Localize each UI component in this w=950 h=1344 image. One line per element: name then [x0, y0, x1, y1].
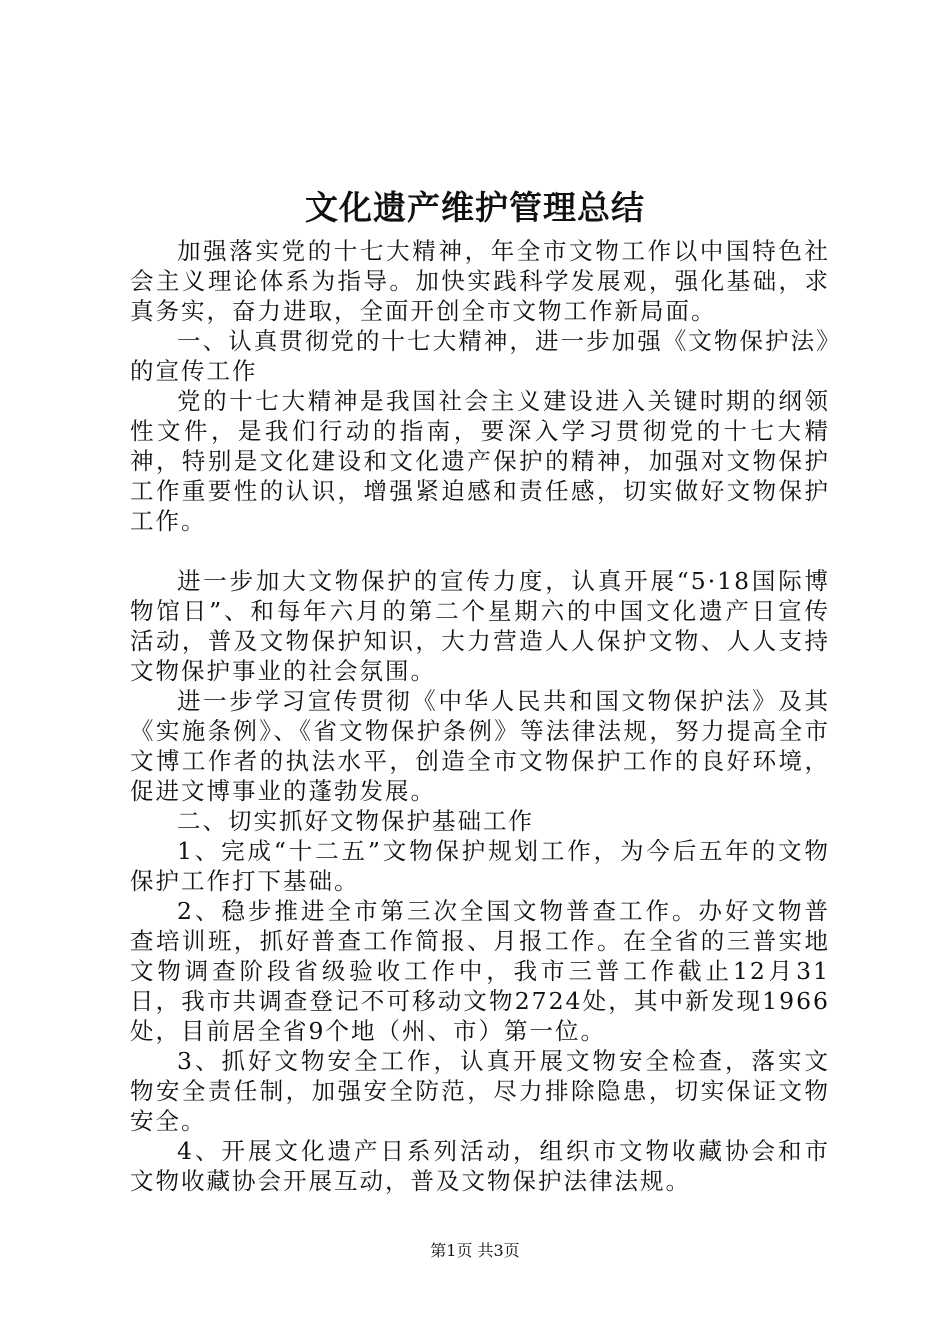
document-title: 文化遗产维护管理总结 — [305, 188, 645, 227]
list-item: 4、开展文化遗产日系列活动，组织市文物收藏协会和市文物收藏协会开展互动，普及文物保护法律法规。 — [130, 1137, 830, 1195]
list-item: 1、完成“十二五”文物保护规划工作，为今后五年的文物保护工作打下基础。 — [130, 837, 830, 895]
document-body — [130, 236, 830, 1196]
list-item: 3、抓好文物安全工作，认真开展文物安全检查，落实文物安全责任制，加强安全防范，尽力排除隐患，切实保证文物安全。 — [130, 1047, 830, 1135]
paragraph: 党的十七大精神是我国社会主义建设进入关键时期的纲领性文件，是我们行动的指南，要深入学习贯彻党的十七大精神，特别是文化建设和文化遗产保护的精神，加强对文物保护工作重要性的认识，增强紧迫感和责任感，切实做好文物保护工作。 — [130, 387, 830, 535]
paragraph: 进一步学习宣传贯彻《中华人民共和国文物保护法》及其《实施条例》、《省文物保护条例》等法律法规，努力提高全市文博工作者的执法水平，创造全市文物保护工作的良好环境，促进文博事业的蓬勃发展。 — [130, 687, 830, 805]
section-heading-2: 二、切实抓好文物保护基础工作 — [177, 807, 534, 835]
list-item: 2、稳步推进全市第三次全国文物普查工作。办好文物普查培训班，抓好普查工作简报、月报工作。在全省的三普实地文物调查阶段省级验收工作中，我市三普工作截止12月31日，我市共调查登记不可移动文物2724处，其中新发现1966处，目前居全省9个地（州、市）第一位。 — [130, 897, 830, 1045]
paragraph: 进一步加大文物保护的宣传力度，认真开展“5·18国际博物馆日”、和每年六月的第二个星期六的中国文化遗产日宣传活动，普及文物保护知识，大力营造人人保护文物、人人支持文物保护事业的社会氛围。 — [130, 567, 830, 685]
page-footer: 第1页 共3页 — [430, 1241, 520, 1260]
section-heading-1: 一、认真贯彻党的十七大精神，进一步加强《文物保护法》的宣传工作 — [130, 327, 830, 385]
paragraph-intro: 加强落实党的十七大精神，年全市文物工作以中国特色社会主义理论体系为指导。加快实践科学发展观，强化基础，求真务实，奋力进取，全面开创全市文物工作新局面。 — [130, 237, 830, 325]
